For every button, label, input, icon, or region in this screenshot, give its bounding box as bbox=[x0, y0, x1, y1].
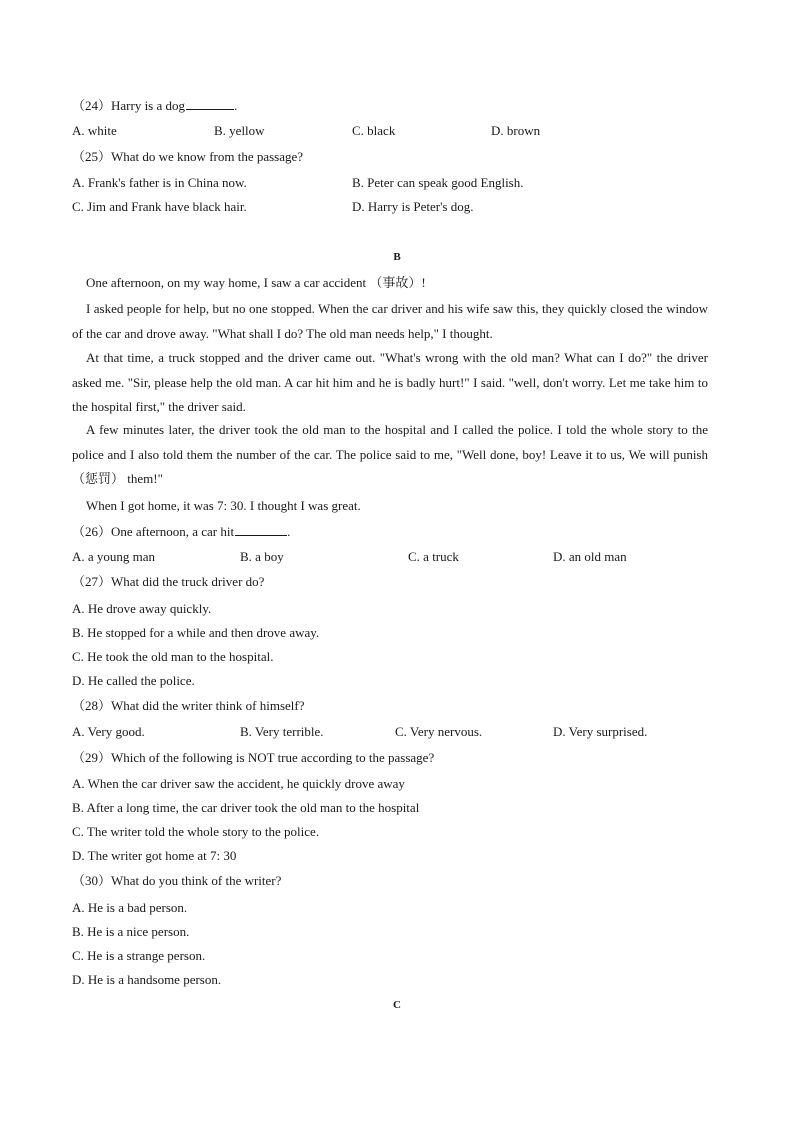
passage-paragraph-3: At that time, a truck stopped and the driver came out. "What's wrong with the old man? What can I do?" the driver asked me. "Sir, please help the old man. A car hit him and he is badly hurt!" I said. "well, don't worry. Let me take him to the hospital first," the driver said. bbox=[72, 350, 708, 414]
passage-paragraph-5: When I got home, it was 7: 30. I thought I was great. bbox=[86, 498, 361, 513]
q25-option-a: A. Frank's father is in China now. bbox=[72, 175, 247, 190]
q25-option-d: D. Harry is Peter's dog. bbox=[352, 199, 474, 214]
q27-option-a: A. He drove away quickly. bbox=[72, 601, 212, 616]
answer-blank bbox=[186, 97, 234, 110]
q24-option-a: A. white bbox=[72, 123, 117, 138]
q27-option-d: D. He called the police. bbox=[72, 673, 195, 688]
q29-option-a: A. When the car driver saw the accident, he quickly drove away bbox=[72, 776, 405, 791]
passage-paragraph-2: I asked people for help, but no one stopped. When the car driver and his wife saw this, they quickly closed the window of the car and drove away. "What shall I do? The old man needs help," I thought. bbox=[72, 301, 708, 341]
q27-option-c: C. He took the old man to the hospital. bbox=[72, 649, 274, 664]
q30-option-d: D. He is a handsome person. bbox=[72, 972, 222, 987]
passage-paragraph-4: A few minutes later, the driver took the old man to the hospital and I called the police. I told the whole story to the police and I also told them the number of the car. The police said to me, "Well done, boy! Leave it to us, We will punish （惩罚） them!" bbox=[72, 422, 708, 486]
q26-option-c: C. a truck bbox=[408, 549, 459, 564]
q28-option-a: A. Very good. bbox=[72, 724, 145, 739]
question-24-stem bbox=[72, 97, 237, 114]
q28-option-b: B. Very terrible. bbox=[240, 724, 324, 739]
question-24-text: （24）Harry is a dog bbox=[72, 98, 186, 113]
q26-option-b: B. a boy bbox=[240, 549, 284, 564]
section-b-heading: B bbox=[393, 251, 401, 263]
q26-option-d: D. an old man bbox=[553, 549, 627, 564]
q24-option-b: B. yellow bbox=[214, 123, 265, 138]
question-26-end: . bbox=[287, 524, 291, 539]
question-24-end: . bbox=[234, 98, 238, 113]
question-26-stem bbox=[72, 523, 290, 540]
question-27-stem: （27）What did the truck driver do? bbox=[72, 574, 265, 589]
q28-option-c: C. Very nervous. bbox=[395, 724, 483, 739]
q26-option-a: A. a young man bbox=[72, 549, 156, 564]
q30-option-b: B. He is a nice person. bbox=[72, 924, 190, 939]
q28-option-d: D. Very surprised. bbox=[553, 724, 648, 739]
question-25-stem: （25）What do we know from the passage? bbox=[72, 149, 304, 164]
q25-option-b: B. Peter can speak good English. bbox=[352, 175, 524, 190]
q24-option-c: C. black bbox=[352, 123, 396, 138]
question-26-text: （26）One afternoon, a car hit bbox=[72, 524, 235, 539]
question-29-stem: （29）Which of the following is NOT true according to the passage? bbox=[72, 750, 435, 765]
q29-option-b: B. After a long time, the car driver took the old man to the hospital bbox=[72, 800, 420, 815]
answer-blank bbox=[235, 523, 287, 536]
question-30-stem: （30）What do you think of the writer? bbox=[72, 873, 282, 888]
section-c-heading: C bbox=[393, 999, 401, 1011]
passage-paragraph-1: One afternoon, on my way home, I saw a car accident （事故）! bbox=[86, 275, 426, 290]
q24-option-d: D. brown bbox=[491, 123, 541, 138]
q25-option-c: C. Jim and Frank have black hair. bbox=[72, 199, 247, 214]
question-28-stem: （28）What did the writer think of himself? bbox=[72, 698, 305, 713]
q29-option-c: C. The writer told the whole story to the police. bbox=[72, 824, 320, 839]
q30-option-c: C. He is a strange person. bbox=[72, 948, 206, 963]
q27-option-b: B. He stopped for a while and then drove away. bbox=[72, 625, 320, 640]
q30-option-a: A. He is a bad person. bbox=[72, 900, 188, 915]
q29-option-d: D. The writer got home at 7: 30 bbox=[72, 848, 237, 863]
